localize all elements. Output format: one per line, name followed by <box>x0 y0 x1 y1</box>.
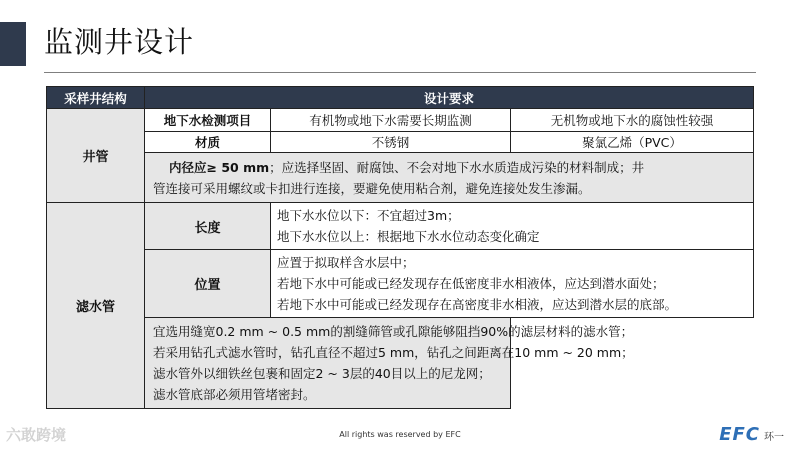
row-key-monitoring-item: 地下水检测项目 <box>145 109 271 132</box>
header-structure: 采样井结构 <box>47 87 145 109</box>
efc-logo: EFC <box>719 424 760 445</box>
footer-copyright: All rights was reserved by EFC <box>339 430 461 439</box>
cell-pvc: 聚氯乙烯（PVC） <box>511 132 754 153</box>
table-row <box>47 109 754 132</box>
note-line2-text: 管连接可采用螺纹或卡扣进行连接，要避免使用粘合剂，避免连接处发生渗漏。 <box>153 180 591 196</box>
table-header-row <box>47 87 754 109</box>
position-requirements <box>271 250 754 318</box>
cell-organic-longterm: 有机物或地下水需要长期监测 <box>271 109 511 132</box>
watermark-logo: 六敢跨境 <box>6 426 67 444</box>
category-screen-pipe: 滤水管 <box>47 203 145 409</box>
position-line: 若地下水中可能或已经发现存在高密度非水相液，应达到潜水层的底部。 <box>277 297 678 312</box>
length-line: 地下水水位以下：不宜超过3m； <box>277 208 460 223</box>
row-key-material: 材质 <box>145 132 271 153</box>
page-title: 监测井设计 <box>44 25 195 59</box>
table-row <box>47 250 754 318</box>
screen-pipe-note <box>145 318 634 409</box>
note-line1-text: ；应选择坚固、耐腐蚀、不会对地下水水质造成污染的材料制成；井 <box>269 159 645 175</box>
category-well-pipe: 井管 <box>47 109 145 203</box>
table-row <box>47 318 754 409</box>
header-requirements: 设计要求 <box>145 87 754 109</box>
position-line: 应置于拟取样含水层中； <box>277 255 415 270</box>
screen-note-line: 若采用钻孔式滤水管时，钻孔直径不超过5 mm，钻孔之间距离在10 mm ~ 20 mm； <box>153 345 634 360</box>
row-key-position: 位置 <box>145 250 271 318</box>
cell-stainless-steel: 不锈钢 <box>271 132 511 153</box>
screen-note-line: 滤水管底部必须用管堵密封。 <box>153 387 316 402</box>
cell-inorganic-corrosive: 无机物或地下水的腐蚀性较强 <box>511 109 754 132</box>
brand-subtitle: 环一 <box>764 432 784 443</box>
length-requirements <box>271 203 754 250</box>
table-row <box>47 153 754 203</box>
brand-logo <box>719 424 784 445</box>
well-pipe-note <box>145 153 754 203</box>
table-row <box>47 132 754 153</box>
position-line: 若地下水中可能或已经发现存在低密度非水相液体，应达到潜水面处； <box>277 276 665 291</box>
row-key-length: 长度 <box>145 203 271 250</box>
title-divider <box>44 72 756 73</box>
inner-diameter-text: 内径应≥ 50 mm <box>169 159 270 175</box>
design-table <box>46 86 754 409</box>
screen-note-line: 滤水管外以细铁丝包裹和固定2 ~ 3层的40目以上的尼龙网； <box>153 366 491 381</box>
screen-note-line: 宜选用缝宽0.2 mm ~ 0.5 mm的割缝筛管或孔隙能够阻挡90%的滤层材料的滤水管； <box>153 324 634 339</box>
length-line: 地下水水位以上：根据地下水水位动态变化确定 <box>277 229 540 244</box>
table-row <box>47 203 754 250</box>
title-accent-bar <box>0 22 26 66</box>
